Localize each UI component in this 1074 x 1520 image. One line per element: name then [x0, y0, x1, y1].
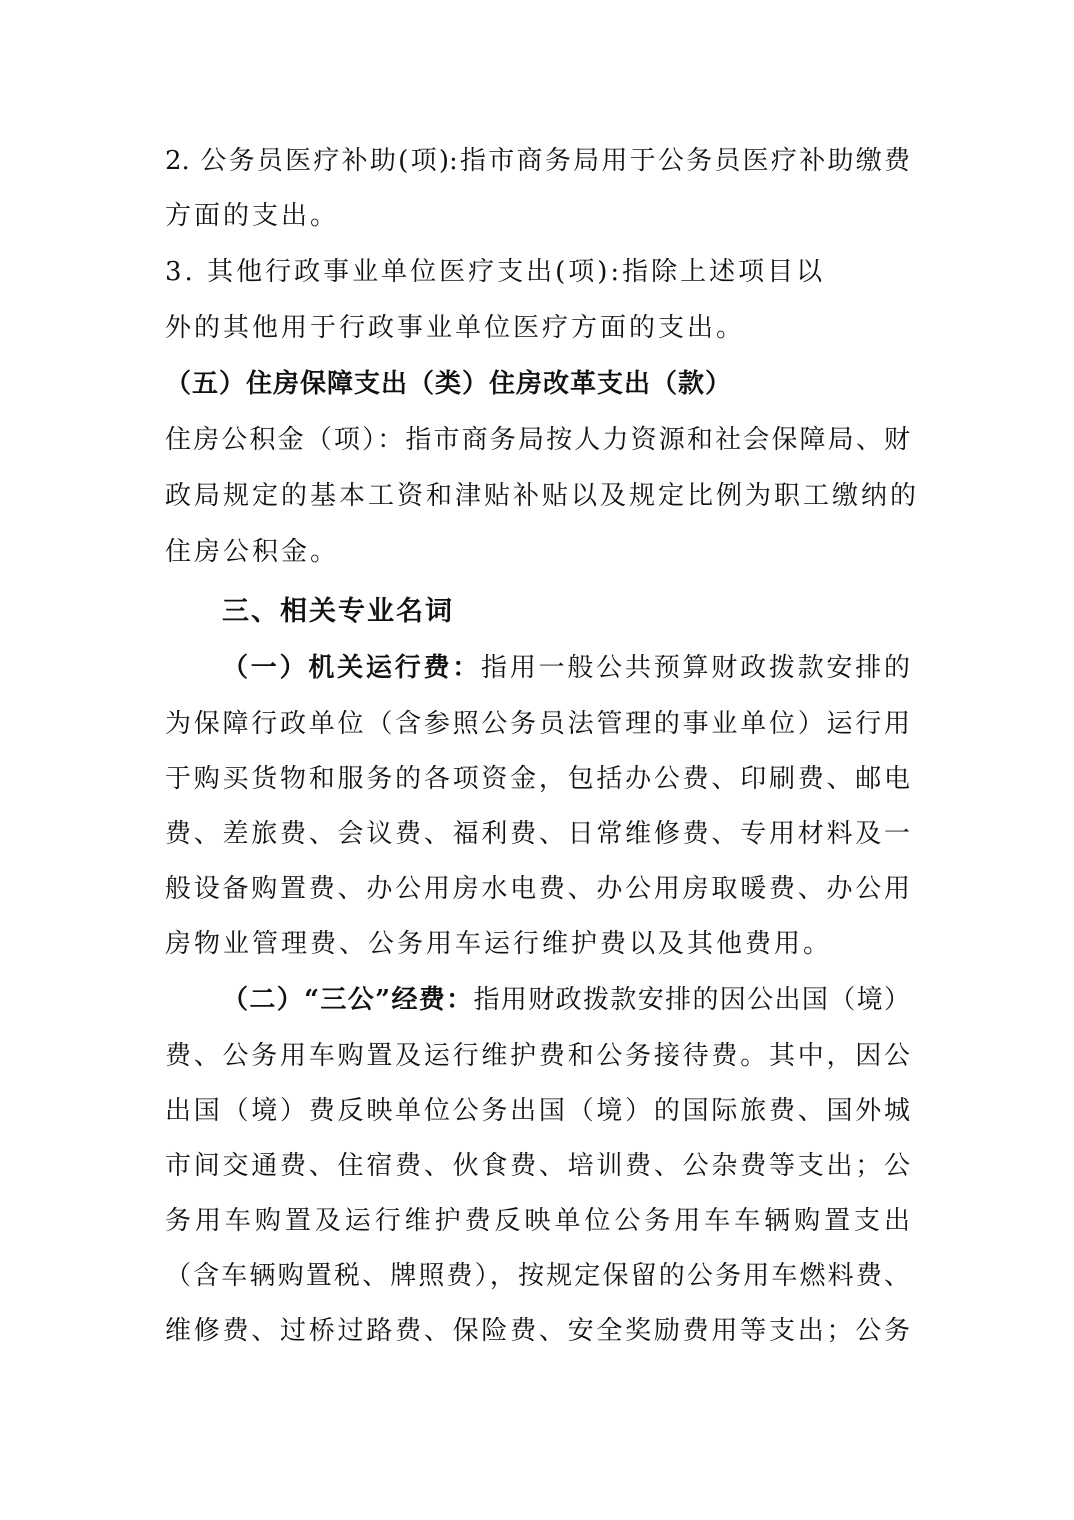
paragraph-line: 市间交通费、住宿费、伙食费、培训费、公杂费等支出；公: [165, 1151, 910, 1181]
paragraph-line: 务用车购置及运行维护费反映单位公务用车车辆购置支出: [165, 1206, 910, 1236]
term-paragraph-line: [222, 650, 910, 686]
paragraph-line: 费、公务用车购置及运行维护费和公务接待费。其中，因公: [165, 1041, 910, 1071]
chapter-heading: 三、相关专业名词: [222, 596, 454, 627]
term-definition: 指用财政拨款安排的因公出国（境）: [473, 985, 910, 1015]
paragraph-line: 外的其他用于行政事业单位医疗方面的支出。: [165, 313, 746, 343]
paragraph-line: 般设备购置费、办公用房水电费、办公用房取暖费、办公用: [165, 874, 910, 904]
term-definition: 指用一般公共预算财政拨款安排的: [481, 653, 910, 683]
paragraph-line: 维修费、过桥过路费、保险费、安全奖励费用等支出；公务: [165, 1316, 910, 1346]
paragraph-line: 住房公积金。: [165, 537, 340, 567]
paragraph-line: 3. 其他行政事业单位医疗支出(项):指除上述项目以: [165, 257, 826, 287]
paragraph-line: 出国（境）费反映单位公务出国（境）的国际旅费、国外城: [165, 1096, 910, 1126]
paragraph-line: 房物业管理费、公务用车运行维护费以及其他费用。: [165, 929, 833, 959]
paragraph-line: （含车辆购置税、牌照费），按规定保留的公务用车燃料费、: [165, 1261, 910, 1291]
paragraph-line: 政局规定的基本工资和津贴补贴以及规定比例为职工缴纳的: [165, 481, 920, 511]
paragraph-line: 于购买货物和服务的各项资金，包括办公费、印刷费、邮电: [165, 764, 910, 794]
paragraph-line: 为保障行政单位（含参照公务员法管理的事业单位）运行用: [165, 709, 910, 739]
paragraph-line: 方面的支出。: [165, 201, 340, 231]
term-label: （二）“三公”经费：: [222, 985, 474, 1015]
term-label: （一）机关运行费：: [222, 653, 482, 683]
paragraph-line: 2. 公务员医疗补助(项):指市商务局用于公务员医疗补助缴费: [165, 146, 910, 176]
paragraph-line: 费、差旅费、会议费、福利费、日常维修费、专用材料及一: [165, 819, 910, 849]
paragraph-line: 住房公积金（项）：指市商务局按人力资源和社会保障局、财: [165, 425, 910, 455]
term-paragraph-line: [222, 982, 910, 1018]
section-heading: （五）住房保障支出（类）住房改革支出（款）: [165, 369, 733, 399]
